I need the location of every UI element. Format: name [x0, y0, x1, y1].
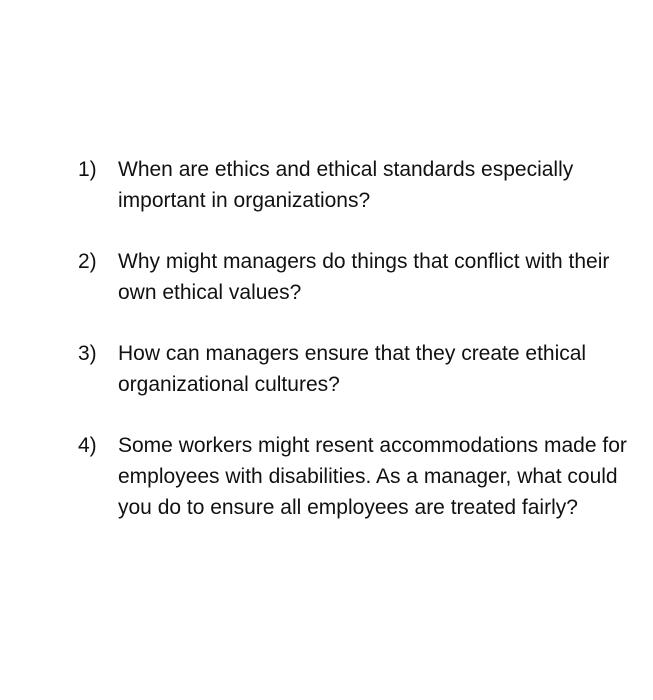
question-item-2 [78, 246, 638, 308]
question-number-2: 2) [78, 250, 97, 273]
question-list [78, 154, 638, 553]
question-number-1: 1) [78, 158, 97, 181]
question-text-3: How can managers ensure that they create ethical organizational cultures? [118, 342, 587, 396]
question-item-3 [78, 338, 638, 400]
question-text-2: Why might managers do things that conflict with their own ethical values? [118, 250, 610, 304]
question-text-4: Some workers might resent accommodations made for employees with disabilities. As a manager, what could you do to ensure all employees are treated fairly? [118, 434, 627, 519]
question-item-1 [78, 154, 638, 216]
question-number-3: 3) [78, 342, 97, 365]
question-number-4: 4) [78, 434, 97, 457]
question-item-4 [78, 430, 638, 523]
question-text-1: When are ethics and ethical standards especially important in organizations? [118, 158, 574, 212]
